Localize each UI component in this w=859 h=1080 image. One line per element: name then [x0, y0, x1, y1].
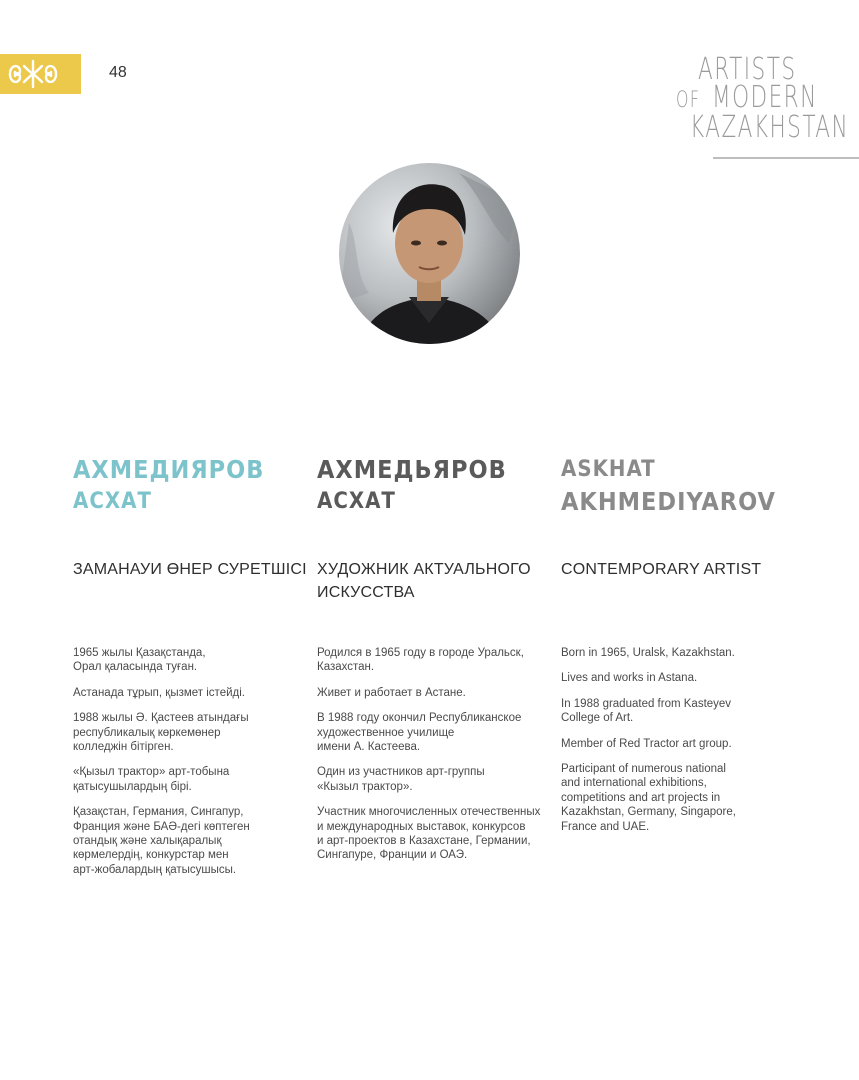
artist-name-first: АХМЕДИЯРОВ	[73, 455, 265, 484]
bio-paragraph: Lives and works in Astana.	[561, 672, 698, 685]
artist-portrait	[339, 163, 520, 344]
artist-bio	[73, 646, 303, 888]
logo-underline	[713, 157, 859, 159]
artist-name-second: АСХАТ	[317, 489, 396, 514]
bio-paragraph: «Қызыл трактор» арт-тобына қатысушылардың бірі.	[73, 766, 230, 793]
bio-paragraph: Participant of numerous national and international exhibitions, competitions and art projects in Kazakhstan, Germany, Singapore, France and UAE.	[561, 763, 736, 833]
column-english	[561, 454, 776, 833]
bio-paragraph: Участник многочисленных отечественных и международных выставок, конкурсов и арт-проектов в Казахстане, Германии, Сингапуре, Франции и ОАЭ.	[317, 806, 541, 862]
logo-line-2a: OF	[676, 88, 701, 113]
bio-paragraph: Родился в 1965 году в городе Уральск, Казахстан.	[317, 647, 524, 674]
artist-role: CONTEMPORARY ARTIST	[561, 561, 762, 578]
column-russian	[317, 454, 547, 862]
bio-paragraph: Астанада тұрып, қызмет істейді.	[73, 686, 245, 699]
bio-paragraph: Живет и работает в Астане.	[317, 686, 466, 699]
bio-paragraph: In 1988 graduated from Kasteyev College of Art.	[561, 697, 732, 725]
artist-name	[317, 454, 547, 518]
bio-paragraph: Born in 1965, Uralsk, Kazakhstan.	[561, 647, 735, 659]
ornament-block	[0, 54, 81, 94]
artist-bio	[561, 646, 791, 845]
bio-paragraph: В 1988 году окончил Республиканское художественное училище имени А. Кастеева.	[317, 712, 522, 754]
logo-line-3: KAZAKHSTAN	[690, 110, 850, 145]
artist-name-second: AKHMEDIYAROV	[561, 487, 776, 516]
kazakh-ornament-icon	[6, 58, 60, 90]
bio-paragraph: Қазақстан, Германия, Сингапур, Франция және БАӘ-дегі көптеген отандық және халықаралық көрмелердің, конкурстар мен арт-жобалардың қатысушысы.	[73, 806, 250, 876]
artist-name-second: АСХАТ	[73, 489, 152, 514]
artists-of-modern-kazakhstan-logo	[672, 52, 850, 152]
column-kazakh	[73, 454, 307, 876]
artist-name-first: ASKHAT	[561, 457, 656, 482]
artist-name-first: АХМЕДЬЯРОВ	[317, 455, 507, 484]
artist-name	[73, 454, 303, 518]
page-number: 48	[109, 64, 127, 81]
artist-name	[561, 454, 776, 518]
logo-line-1: ARTISTS	[698, 52, 797, 87]
artist-bio	[317, 646, 547, 874]
bio-paragraph: 1988 жылы Ә. Қастеев атындағы республикалық көркемөнер колледжін бітірген.	[73, 712, 249, 754]
artist-role: ЗАМАНАУИ ӨНЕР СУРЕТШІСІ	[73, 561, 307, 578]
logo-line-2b: MODERN	[712, 80, 818, 115]
bio-paragraph: Один из участников арт-группы «Кызыл трактор».	[317, 766, 485, 793]
artist-role: ХУДОЖНИК АКТУАЛЬНОГО ИСКУССТВА	[317, 561, 531, 601]
bio-paragraph: 1965 жылы Қазақстанда, Орал қаласында туған.	[73, 647, 206, 674]
bio-paragraph: Member of Red Tractor art group.	[561, 737, 732, 750]
